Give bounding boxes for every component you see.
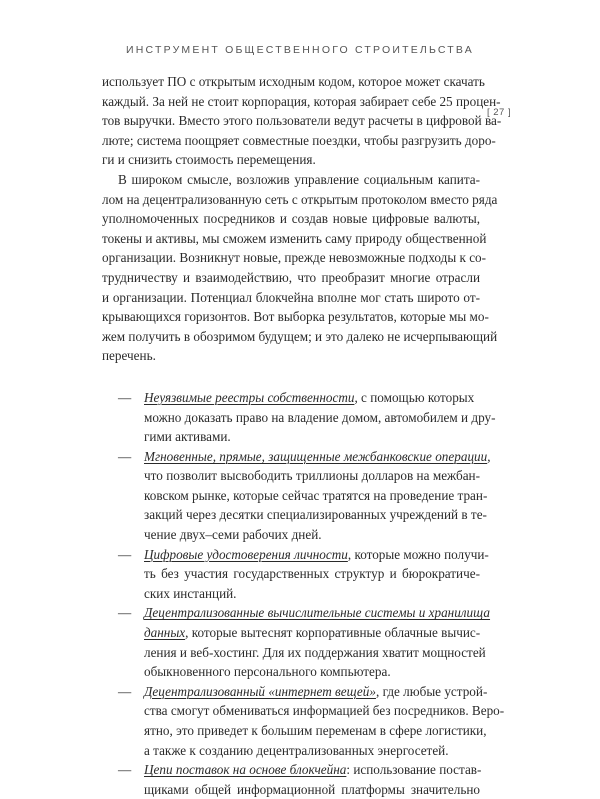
list-item-term-continued: данных (144, 625, 186, 641)
bullet-list (102, 388, 505, 799)
text-line: тов выручки. Вместо этого пользователи ведут расчеты в цифровой ва- (102, 113, 502, 129)
list-item-text: , которые можно получи- (347, 546, 489, 562)
running-head: ИНСТРУМЕНТ ОБЩЕСТВЕННОГО СТРОИТЕЛЬСТВА (126, 44, 474, 56)
text-line: щиками общей информационной платформы значительно (144, 781, 480, 797)
list-item-text: , (487, 448, 491, 464)
text-line: жем получить в обозримом будущем; и это далеко не исчерпывающий (102, 328, 498, 344)
list-item (102, 603, 491, 681)
text-line: уполномоченных посредников и создав новые цифровые валюты, (102, 211, 480, 227)
list-item (102, 682, 505, 760)
text-line: ления и веб-хостинг. Для их поддержания хватит мощностей (144, 644, 486, 660)
text-line: ятно, это приведет к большим переменам в сфере логистики, (144, 723, 487, 738)
list-item (102, 760, 480, 799)
text-line: ть без участия государственных структур и бюрократиче- (144, 566, 480, 582)
text-line: перечень. (102, 348, 156, 364)
list-item-term: Цепи поставок на основе блокчейна (144, 762, 347, 778)
dash-bullet: — (118, 448, 132, 464)
dash-bullet: — (118, 605, 132, 621)
list-item-first-line (102, 388, 480, 408)
list-item-first-line (102, 760, 480, 780)
text-line: можно доказать право на владение домом, автомобилем и дру- (144, 409, 496, 425)
text-line: В широком смысле, возложив управление социальным капита- (118, 171, 480, 187)
text-line: а также к созданию децентрализованных энергосетей. (144, 742, 449, 758)
spacer (102, 366, 480, 388)
text-line: закций через десятки специализированных учреждений в те- (144, 507, 487, 523)
text-line: лом на децентрализованную сеть с открытым протоколом вместо ряда (102, 191, 498, 207)
text-line: и организации. Потенциал блокчейна вполне мог стать широто от- (102, 289, 480, 305)
list-item-text: , где любые устрой- (375, 683, 488, 699)
text-line: каждый. За ней не стоит корпорация, которая забирает себе 25 процен- (102, 93, 501, 109)
list-item-text: : использование постав- (346, 762, 482, 778)
dash-bullet: — (118, 389, 132, 405)
text-line: ства смогут обмениваться информацией без посредников. Веро- (144, 703, 505, 719)
list-item-first-line (102, 603, 491, 623)
text-line: трудничеству и взаимодействию, что преобразит многие отрасли (102, 269, 480, 285)
list-item (102, 388, 496, 447)
list-item-term: Цифровые удостоверения личности (144, 546, 348, 562)
text-line: крывающихся горизонтов. Вот выборка результатов, которые мы мо- (102, 309, 489, 325)
text-line: ковском рынке, которые сейчас тратятся на проведение тран- (144, 487, 488, 503)
page-number: [ 27 ] (487, 107, 512, 118)
list-item-text: , которые вытеснят корпоративные облачные вычис- (185, 625, 481, 641)
list-item-first-line (102, 447, 491, 467)
dash-bullet: — (118, 683, 132, 699)
list-item-first-line (102, 545, 489, 565)
dash-bullet: — (118, 762, 132, 778)
list-item-term: Неуязвимые реестры собственности (144, 389, 355, 405)
text-line: обыкновенного персонального компьютера. (144, 664, 391, 680)
list-item-term: Мгновенные, прямые, защищенные межбанковские операции (144, 448, 488, 464)
list-item-second-line (102, 623, 480, 643)
text-line: ги и снизить стоимость перемещения. (102, 152, 316, 168)
dash-bullet: — (118, 546, 132, 562)
text-line: ских инстанций. (144, 585, 237, 601)
text-line: что позволит высвободить триллионы долларов на межбан- (144, 468, 480, 484)
list-item (102, 545, 489, 604)
text-line: использует ПО с открытым исходным кодом, которое может скачать (102, 74, 485, 89)
paragraph (102, 170, 498, 366)
list-item (102, 447, 491, 545)
text-line: люте; система поощряет совместные поездки, чтобы разгрузить доро- (102, 132, 496, 148)
text-line: организации. Возникнут новые, прежде невозможные подходы к со- (102, 250, 487, 266)
list-item-term: Децентрализованные вычислительные системы и хранилища (144, 605, 491, 621)
text-line: токены и активы, мы сможем изменить саму природу общественной (102, 230, 487, 246)
list-item-first-line (102, 682, 488, 702)
list-item-term: Децентрализованный «интернет вещей» (144, 683, 376, 699)
text-line: гими активами. (144, 429, 231, 445)
text-line: чение двух–семи рабочих дней. (144, 527, 322, 543)
list-item-text: , с помощью которых (354, 389, 475, 405)
